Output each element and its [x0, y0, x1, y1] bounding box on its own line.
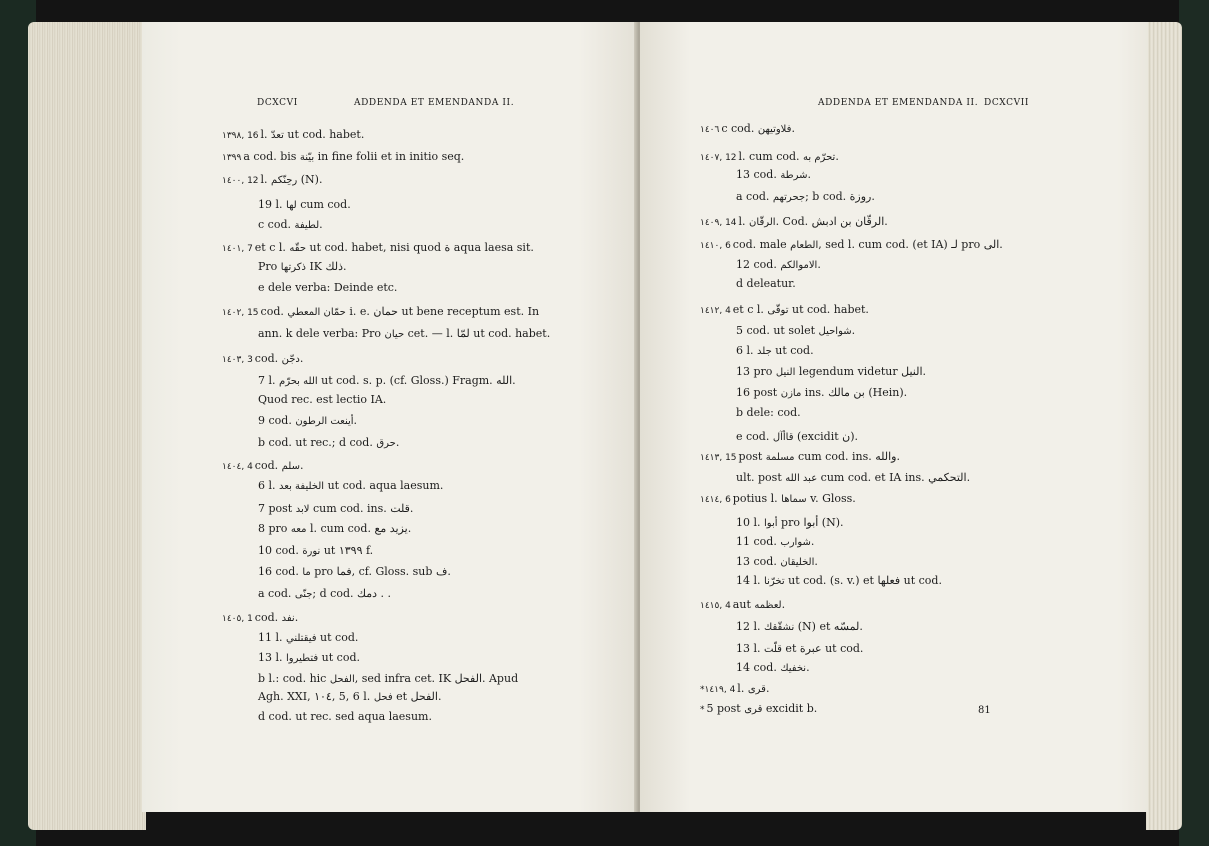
entry-line — [736, 642, 863, 656]
entry-text: e dele verba: Deinde etc. — [258, 281, 398, 294]
entry-text: . — [814, 555, 818, 568]
entry-text: 10 l. — [736, 516, 765, 529]
page-number: 81 — [978, 705, 991, 716]
entry-line — [736, 574, 942, 588]
entry-line — [700, 702, 817, 717]
arabic-word: ذكرتها — [280, 262, 306, 273]
arabic-word: تحرّم به — [803, 152, 836, 163]
entry-line — [258, 393, 386, 406]
entry-line — [222, 173, 322, 188]
arabic-word: لعظمه — [754, 600, 782, 611]
arabic-word: لها — [286, 200, 297, 211]
entry-text: 19 l. — [258, 198, 287, 211]
arabic-word: نورة — [302, 546, 321, 557]
entry-line — [700, 122, 795, 137]
entry-line — [258, 436, 399, 450]
arabic-word: قلّت — [764, 644, 782, 655]
book-cover-right — [1179, 0, 1209, 846]
entry-text: 5 cod. ut solet — [736, 324, 819, 337]
entry-text: ut cod. aqua laesum. — [324, 479, 444, 492]
entry-text: . — [851, 324, 856, 337]
entry-line — [736, 168, 811, 182]
entry-line — [736, 324, 855, 338]
entry-text: . — [319, 218, 323, 231]
arabic-word: حقّه — [289, 243, 307, 254]
entry-line — [222, 305, 539, 320]
arabic-word: مازن — [780, 388, 802, 399]
entry-text: cod. — [254, 611, 282, 624]
entry-line — [736, 430, 858, 444]
entry-text: ut ١٣٩٩ f. — [320, 544, 374, 557]
entry-text: ut cod. habet. — [788, 303, 869, 316]
entry-line — [222, 128, 364, 143]
entry-line — [736, 386, 907, 400]
entry-text: l. — [738, 215, 750, 228]
entry-line — [222, 459, 303, 474]
arabic-word: سلم — [281, 461, 300, 472]
entry-text: 9 cod. — [258, 414, 296, 427]
entry-text: 16 post — [736, 386, 781, 399]
entry-text: a cod. bis — [243, 150, 300, 163]
entry-text: l. — [260, 128, 272, 141]
entry-text: in fine folii et in initio seq. — [314, 150, 465, 163]
entry-line — [736, 516, 844, 530]
entry-line — [258, 218, 323, 232]
arabic-word: الطعام — [790, 240, 819, 251]
entry-line — [736, 535, 814, 549]
entry-text: d deleatur. — [736, 277, 796, 290]
entry-text: a cod. — [736, 190, 773, 203]
entry-text: ut cod. habet. — [283, 128, 365, 141]
page-header-number: DCXCVI — [257, 98, 298, 108]
page-header-number: DCXCVII — [984, 98, 1030, 108]
entry-text: . Cod. الرقّان بن ادبش. — [775, 215, 888, 228]
entry-line — [258, 651, 360, 665]
entry-line — [700, 492, 856, 507]
entry-line — [736, 471, 970, 485]
entry-text: Quod rec. est lectio IA. — [258, 393, 387, 406]
entry-text: b dele: cod. — [736, 406, 801, 419]
entry-line — [736, 620, 863, 634]
entry-line — [736, 277, 796, 290]
entry-line — [736, 365, 926, 379]
arabic-word: حرق — [376, 438, 396, 449]
entry-text: cod. male — [732, 238, 791, 251]
entry-text: ut cod. habet, nisi quod ﺓ aqua laesa sit. — [306, 241, 534, 254]
entry-text: . — [791, 122, 795, 135]
entry-line — [258, 260, 347, 274]
entry-line — [736, 344, 814, 358]
entry-text: cum cod. — [296, 198, 351, 211]
entry-text: ins. بن مالك (Hein). — [801, 386, 908, 399]
entry-text: . — [817, 258, 821, 271]
entry-text: . — [299, 352, 304, 365]
arabic-word: عبد الله — [785, 473, 818, 484]
entry-text: et c l. — [254, 241, 290, 254]
entry-text: i. e. حمان ut bene receptum est. In — [345, 305, 540, 318]
entry-text: ut cod. — [316, 631, 359, 644]
entry-line — [258, 672, 518, 686]
entry-text: l. cum cod. يزيد مع. — [306, 522, 412, 535]
arabic-word: الخليقان — [780, 557, 815, 568]
entry-text: cum cod. ins. قلت. — [309, 502, 414, 515]
entry-reference: ١٤١٠, 6 — [700, 241, 731, 251]
arabic-word: جحرتهم — [772, 192, 806, 203]
entry-text: IK ذلك. — [305, 260, 347, 273]
entry-text: cum cod. ins. والله. — [794, 450, 900, 463]
entry-text: 13 l. — [736, 642, 765, 655]
entry-text: ut cod. — [318, 651, 360, 664]
arabic-word: رحِنّكم — [271, 175, 298, 186]
entry-text: b l.: cod. hic — [258, 672, 330, 685]
arabic-word: بيّنة — [299, 152, 315, 163]
arabic-word: فلاوتيهن — [757, 124, 792, 135]
entry-text: ; d cod. دمك . . — [312, 587, 392, 600]
entry-text: potius l. — [732, 492, 782, 505]
page-edges-right — [1146, 22, 1182, 830]
arabic-word: توقّى — [767, 305, 789, 316]
arabic-word: نخفيك — [780, 663, 807, 674]
arabic-word: قاأآل — [772, 432, 794, 443]
entry-text: l. — [737, 682, 748, 695]
arabic-word: النيل — [775, 367, 796, 378]
entry-line — [222, 352, 303, 367]
entry-text: cod. — [254, 459, 282, 472]
entry-line — [736, 661, 810, 675]
entry-reference: ١٤١٤, 6 — [700, 495, 731, 505]
entry-reference: ١٤٠٣, 3 — [222, 355, 253, 365]
entry-text: . — [835, 150, 839, 163]
arabic-word: جلد — [757, 346, 772, 357]
entry-line — [258, 502, 413, 516]
entry-reference: ١٤٠٤, 4 — [222, 462, 253, 472]
entry-text: l. cum cod. — [738, 150, 804, 163]
entry-text: . — [294, 611, 299, 624]
entry-reference: ١٤٠٩, 14 — [700, 218, 737, 228]
right-page — [640, 22, 1148, 812]
entry-text: 7 l. — [258, 374, 280, 387]
entry-text: . — [806, 661, 810, 674]
entry-text: excidit b. — [762, 702, 818, 715]
entry-text: 6 l. — [258, 479, 280, 492]
entry-text: 12 cod. — [736, 258, 781, 271]
entry-reference: ١٤٠٥, 1 — [222, 614, 253, 624]
arabic-word: قرى — [744, 704, 763, 715]
entry-line — [736, 406, 801, 419]
entry-text: 11 l. — [258, 631, 287, 644]
entry-text: (N) et لمسّه. — [794, 620, 863, 633]
entry-text: post — [738, 450, 766, 463]
entry-text: b cod. ut rec.; d cod. — [258, 436, 377, 449]
entry-text: . — [781, 598, 786, 611]
entry-text: pro أبوا (N). — [777, 516, 844, 529]
arabic-word: الرقّان — [749, 217, 776, 228]
arabic-word: شوارب — [780, 537, 811, 548]
entry-text: cum cod. et IA ins. التحكمي. — [817, 471, 971, 484]
entry-text: l. — [260, 173, 272, 186]
entry-line — [700, 450, 900, 465]
entry-text: v. Gloss. — [806, 492, 856, 505]
arabic-word: شرطة — [780, 170, 808, 181]
entry-reference: ١٣٩٨, 16 — [222, 131, 259, 141]
arabic-word: دجّن — [281, 354, 300, 365]
entry-line — [736, 258, 821, 272]
arabic-word: أبوا — [764, 518, 778, 529]
entry-reference: ١٤١٣, 15 — [700, 453, 737, 463]
entry-line — [700, 150, 839, 165]
page-header-title: ADDENDA ET EMENDANDA II. — [354, 98, 515, 108]
arabic-word: فيقتلني — [286, 633, 317, 644]
entry-line — [258, 587, 391, 601]
entry-text: 13 pro — [736, 365, 776, 378]
entry-line — [258, 631, 358, 645]
entry-text: (N). — [297, 173, 323, 186]
arabic-word: نشقّقك — [764, 622, 795, 633]
entry-text: 10 cod. — [258, 544, 303, 557]
entry-text: 5 post — [706, 702, 745, 715]
entry-reference: *١٤١٩, 4 — [700, 685, 736, 695]
arabic-word: الخليفة بعد — [279, 481, 325, 492]
entry-reference: ١٤٠٢, 15 — [222, 308, 259, 318]
entry-reference: ١٤١٥, 4 — [700, 601, 731, 611]
entry-text: legendum videtur النيل. — [795, 365, 927, 378]
arabic-word: حيان — [384, 329, 405, 340]
arabic-word: سماها — [781, 494, 807, 505]
arabic-word: لطيفة — [294, 220, 320, 231]
entry-text: ut cod. s. p. (cf. Gloss.) Fragm. الله. — [317, 374, 516, 387]
entry-text: , sed infra cet. IK الفحل. Apud — [354, 672, 519, 685]
arabic-word: الله بحرّم — [279, 376, 318, 387]
arabic-word: تخرّنا — [764, 576, 785, 587]
entry-text: ; b cod. روزة. — [805, 190, 875, 203]
arabic-word: ما — [302, 567, 311, 578]
entry-text: . — [299, 459, 304, 472]
entry-text: cod. — [260, 305, 288, 318]
arabic-word: أينعت الرطون — [295, 416, 354, 427]
entry-text: . — [353, 414, 358, 427]
arabic-word: فحل — [373, 692, 393, 703]
entry-line — [258, 690, 441, 704]
entry-text: c cod. — [258, 218, 295, 231]
entry-line — [258, 544, 373, 558]
arabic-word: الفحل — [329, 674, 355, 685]
entry-text: Pro — [258, 260, 281, 273]
entry-text: ut cod. (s. v.) et فعلها ut cod. — [784, 574, 942, 587]
entry-line — [258, 479, 443, 493]
entry-line — [736, 190, 875, 204]
entry-text: pro فما, cf. Gloss. sub ف. — [310, 565, 451, 578]
entry-text: et الفحل. — [392, 690, 442, 703]
entry-line — [258, 198, 351, 212]
entry-line — [700, 238, 1003, 253]
entry-line — [700, 682, 769, 697]
entry-text: 14 cod. — [736, 661, 781, 674]
entry-line — [700, 215, 888, 230]
arabic-word: معه — [290, 524, 307, 535]
entry-text: 12 l. — [736, 620, 765, 633]
entry-text: e cod. — [736, 430, 773, 443]
arabic-word: مسلمة — [765, 452, 795, 463]
entry-text: 16 cod. — [258, 565, 303, 578]
page-edges-left — [28, 22, 146, 830]
entry-line — [700, 303, 869, 318]
entry-line — [258, 522, 411, 536]
entry-text: et c l. — [732, 303, 768, 316]
entry-text: aut — [732, 598, 755, 611]
arabic-word: شواحيل — [818, 326, 852, 337]
page-header-title: ADDENDA ET EMENDANDA II. — [818, 98, 979, 108]
entry-line — [258, 374, 516, 388]
entry-reference: ١٤٠٠, 12 — [222, 176, 259, 186]
entry-text: Agh. XXI, ١٠٤, 5, 6 l. — [258, 690, 374, 703]
entry-text: , sed l. cum cod. (et IA) لـ pro الى. — [818, 238, 1003, 251]
entry-text: 11 cod. — [736, 535, 781, 548]
entry-line — [700, 598, 785, 613]
entry-text: 13 cod. — [736, 168, 781, 181]
entry-line — [258, 281, 397, 294]
entry-text: 8 pro — [258, 522, 291, 535]
entry-text: 13 l. — [258, 651, 287, 664]
entry-text: 6 l. — [736, 344, 758, 357]
entry-reference: ١٣٩٩ — [222, 153, 242, 163]
entry-line — [258, 710, 432, 723]
entry-text: 14 l. — [736, 574, 765, 587]
entry-text: d cod. ut rec. sed aqua laesum. — [258, 710, 432, 723]
entry-text: cet. — l. لمّا ut cod. habet. — [404, 327, 551, 340]
entry-reference: * — [700, 705, 705, 715]
arabic-word: حمّان المعطي — [287, 307, 346, 318]
entry-text: et عبرة ut cod. — [781, 642, 864, 655]
entry-text: ut cod. — [771, 344, 814, 357]
entry-line — [258, 327, 550, 341]
entry-text: (excidit ن). — [793, 430, 859, 443]
arabic-word: جنّى — [294, 589, 313, 600]
entry-text: a cod. — [258, 587, 295, 600]
entry-line — [736, 555, 818, 569]
entry-reference: ١٤٠١, 7 — [222, 244, 253, 254]
arabic-word: الاموالكم — [780, 260, 818, 271]
entry-text: . — [807, 168, 812, 181]
entry-text: . — [765, 682, 770, 695]
entry-line — [258, 565, 451, 579]
left-page — [142, 22, 638, 812]
arabic-word: قرى — [747, 684, 766, 695]
entry-text: ann. k dele verba: Pro — [258, 327, 385, 340]
entry-text: . — [395, 436, 400, 449]
arabic-word: فتطيروا — [286, 653, 319, 664]
entry-reference: ١٤١٢, 4 — [700, 306, 731, 316]
arabic-word: تعدّ — [271, 130, 284, 141]
entry-line — [258, 414, 357, 428]
entry-reference: ١٤٠٦ — [700, 125, 720, 135]
entry-text: 13 cod. — [736, 555, 781, 568]
arabic-word: لابد — [295, 504, 310, 515]
entry-text: . — [810, 535, 815, 548]
entry-text: cod. — [254, 352, 282, 365]
entry-text: c cod. — [721, 122, 758, 135]
entry-text: ult. post — [736, 471, 786, 484]
entry-line — [222, 241, 534, 256]
arabic-word: نفد — [281, 613, 295, 624]
entry-line — [222, 611, 298, 626]
entry-text: 7 post — [258, 502, 296, 515]
entry-reference: ١٤٠٧, 12 — [700, 153, 737, 163]
entry-line — [222, 150, 464, 165]
